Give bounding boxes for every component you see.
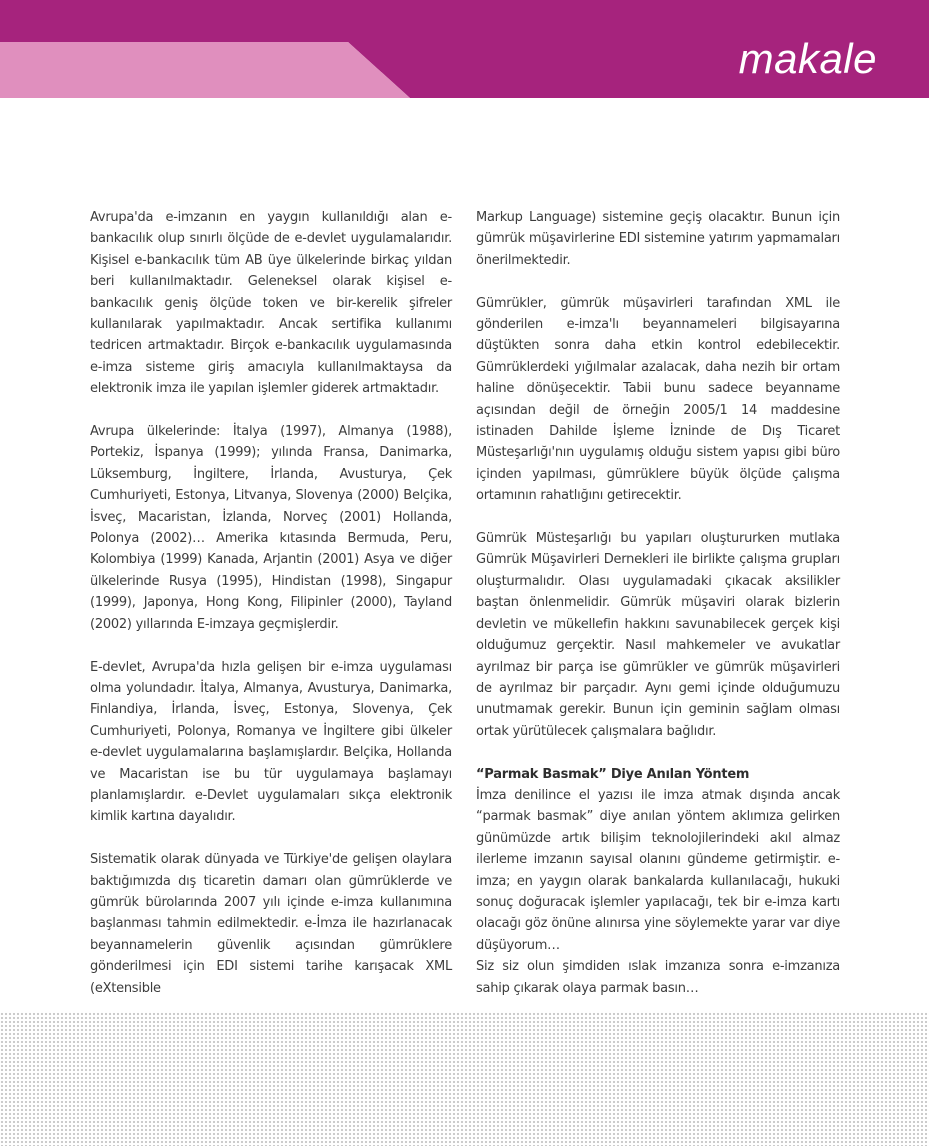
paragraph: Siz siz olun şimdiden ıslak imzanıza sonra e-imzanıza sahip çıkarak olaya parmak basın… (476, 959, 840, 996)
paragraph: Avrupa'da e-imzanın en yaygın kullanıldığı alan e-bankacılık olup sınırlı ölçüde de e-devlet uygulamalarıdır. Kişisel e-bankacılık tüm AB üye ülkelerinde birkaç yıldan beri kullanılmaktadır. Geleneksel olarak kişisel e-bankacılık geniş ölçüde token ve bir-kerelik şifreler kullanılarak yapılmaktadır. Ancak sertifika kullanımı tedricen artmaktadır. Birçok e-bankacılık uygulamasında e-imza sisteme giriş amacıyla kullanılmaktaysa da elektronik imza ile yapılan işlemler giderek artmaktadır. (90, 210, 452, 397)
paragraph: Gümrük Müsteşarlığı bu yapıları oluştururken mutlaka Gümrük Müşavirleri Dernekleri ile birlikte çalışma grupları oluşturmalıdır. Olası uygulamadaki çıkacak aksilikler baştan önlenmelidir. Gümrük müşaviri olarak bizlerin devletin ve mükellefin hakkını savunabilecek gerçek kişi olduğumuz gerçektir. Nasıl mahkemeler ve avukatlar ayrılmaz bir parça ise gümrükler ve gümrük müşavirleri de ayrılmaz bir parçadır. Aynı gemi içinde olduğumuzu unutmamak gerekir. Bunun için geminin sağlam olması ortak yürütülecek çalışmalara bağlıdır. (476, 531, 840, 739)
section-title: makale (738, 35, 877, 82)
paragraph: E-devlet, Avrupa'da hızla gelişen bir e-imza uygulaması olma yolundadır. İtalya, Almanya, Avusturya, Danimarka, Finlandiya, İrlanda, İsveç, Estonya, Slovenya, Çek Cumhuriyeti, Polonya, Romanya ve İngiltere gibi ülkeler e-devlet uygulamalarına başlamışlardır. Belçika, Hollanda ve Macaristan ise bu tür uygulamaya başlamayı planlamışlardır. e-Devlet uygulamaları sıkça elektronik kimlik kartına dayalıdır. (90, 659, 452, 825)
paragraph: İmza denilince el yazısı ile imza atmak dışında ancak “parmak basmak” diye anılan yöntem aklımıza gelirken günümüzde artık bilişim teknolojilerindeki akıl almaz ilerleme imzanın sayısal olanını gündeme getirmiştir. e-imza; en yaygın olarak bankalarda kullanılacağı, hukuki sonuç doğuracak işlemler yapılacağı, tek bir e-imza kartı olacağı göz önüne alınırsa yine söylemekte yarar var diye düşüyorum… (476, 787, 840, 953)
paragraph: Gümrükler, gümrük müşavirleri tarafından XML ile gönderilen e-imza'lı beyannameleri bilgisayarına düştükten sonra daha etkin kontrol edebilecektir. Gümrüklerdeki yığılmalar azalacak, daha nezih bir ortam haline dönüşecektir. Tabii bunu sadece beyanname açısından değil de örneğin 2005/1 14 maddesine istinaden Dahilde İşleme İzninde de Dış Ticaret Müsteşarlığı'nın uygulamış olduğu sistem yapısı gibi büro içinden yapılması, gümrüklere büyük ölçüde çalışma ortamının rahatlığını getirecektir. (476, 295, 840, 504)
dotted-footer-pattern (0, 1012, 929, 1146)
paragraph: Avrupa ülkelerinde: İtalya (1997), Almanya (1988), Portekiz, İspanya (1999); yılında Fransa, Danimarka, Lüksemburg, İngiltere, İrlanda, Avusturya, Çek Cumhuriyeti, Estonya, Litvanya, Slovenya (2000) Belçika, İsveç, Macaristan, İzlanda, Norveç (2001) Hollanda, Polonya (2002)… Amerika kıtasında Bermuda, Peru, Kolombiya (1999) Kanada, Arjantin (2001) Asya ve diğer ülkelerinde Rusya (1995), Hindistan (1998), Singapur (1999), Japonya, Hong Kong, Filipinler (2000), Tayland (2002) yıllarında E-imzaya geçmişlerdir. (90, 424, 452, 632)
article-column-right (476, 207, 840, 999)
page-header-banner (0, 0, 929, 100)
header-pink-band (0, 42, 410, 98)
paragraph: Markup Language) sistemine geçiş olacaktır. Bunun için gümrük müşavirlerine EDI sistemine yatırım yapmamaları önerilmektedir. (476, 210, 840, 268)
article-column-left (90, 207, 452, 1020)
paragraph: Sistematik olarak dünyada ve Türkiye'de gelişen olaylara baktığımızda dış ticaretin damarı olan gümrüklerde ve gümrük bürolarında 2007 yılı içinde e-imza kullanımına başlanması tahmin edilmektedir. e-İmza ile hazırlanacak beyannamelerin güvenlik açısından gümrüklere gönderilmesi için EDI sistemi tarihe karışacak XML (eXtensible (90, 852, 452, 996)
section-subheading: “Parmak Basmak” Diye Anılan Yöntem (476, 766, 750, 782)
